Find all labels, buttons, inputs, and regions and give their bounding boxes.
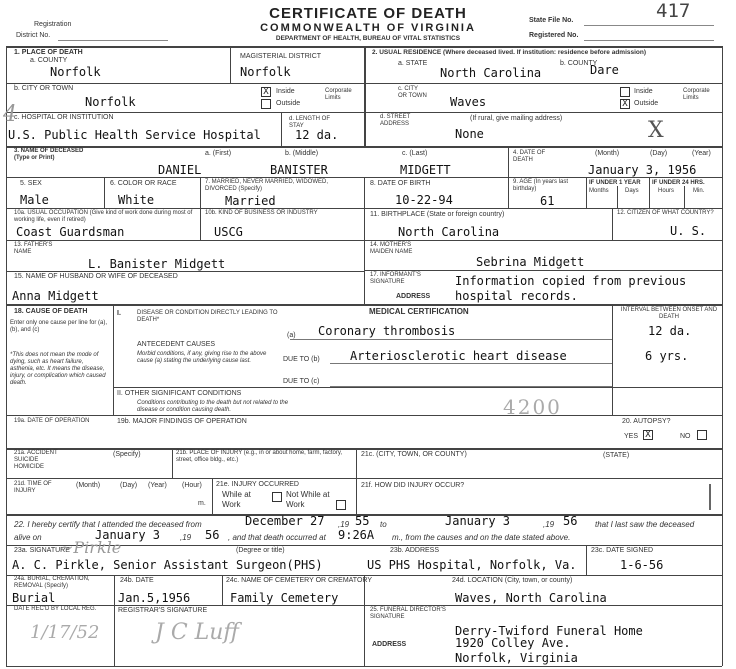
attended-from-value: December 27 xyxy=(245,514,325,528)
mother-label: 14. MOTHER'S MAIDEN NAME xyxy=(370,242,413,255)
autopsy-no-label: NO xyxy=(680,433,691,440)
morbid-note: Morbid conditions, if any, giving rise to the above cause (a) stating the underlying cause last. xyxy=(137,351,267,364)
last-seen-year-value: 56 xyxy=(205,528,220,542)
death-time-value: 9:26A xyxy=(338,528,375,542)
date-of-death-value: January 3, 1956 xyxy=(588,163,697,177)
last-seen-value: January 3 xyxy=(95,528,161,542)
mother-value: Sebrina Midgett xyxy=(476,255,585,269)
days-label: Days xyxy=(625,188,639,194)
funeral-city-value: Norfolk, Virginia xyxy=(455,651,578,665)
injury-state-label: (STATE) xyxy=(603,452,630,459)
operation-date-label: 19a. DATE OF OPERATION xyxy=(14,418,90,424)
date-of-death-label: 4. DATE OF DEATH xyxy=(513,150,546,163)
length-of-stay-value: 12 da. xyxy=(295,128,339,142)
medical-cert-label: MEDICAL CERTIFICATION xyxy=(369,307,469,316)
autopsy-yes-label: YES xyxy=(624,433,639,440)
residence-city-value: Waves xyxy=(450,95,487,109)
last-label: c. (Last) xyxy=(402,150,428,157)
street-value: None xyxy=(455,127,484,141)
business-value: USCG xyxy=(214,225,243,239)
magisterial-value: Norfolk xyxy=(240,65,291,79)
major-findings-label: 19b. MAJOR FINDINGS OF OPERATION xyxy=(117,418,247,425)
residence-county-value: Dare xyxy=(590,63,619,77)
location-value: Waves, North Carolina xyxy=(455,591,607,605)
interval-b-value: 6 yrs. xyxy=(645,349,689,363)
registration-label: Registration xyxy=(34,21,72,28)
informant-line-2: hospital records. xyxy=(455,289,578,303)
injury-month-label: (Month) xyxy=(76,482,101,489)
not-while-at-work-label: Not While at Work xyxy=(286,490,330,509)
handwritten-code: 4200 xyxy=(503,395,562,419)
father-value: L. Banister Midgett xyxy=(88,257,226,271)
burial-date-value: Jan.5,1956 xyxy=(118,591,191,605)
marital-value: Married xyxy=(225,194,276,208)
residence-inside-label: Inside xyxy=(634,88,653,95)
hospital-value: U.S. Public Health Service Hospital xyxy=(8,128,261,142)
time-of-injury-label: 21d. TIME OF INJURY xyxy=(14,481,52,494)
corporate-limits-label: Corporate Limits xyxy=(325,88,352,101)
cause-b-value: Arteriosclerotic heart disease xyxy=(350,349,567,363)
cert-text-1: 22. I hereby certify that I attended the deceased from xyxy=(14,520,202,529)
birthplace-label: 11. BIRTHPLACE (State or foreign country) xyxy=(370,211,505,218)
cert-text-3: that I last saw the deceased xyxy=(595,520,695,529)
registrar-signature-label: REGISTRAR'S SIGNATURE xyxy=(118,607,208,614)
cause-label: 18. CAUSE OF DEATH xyxy=(14,308,88,315)
street-address-label: d. STREET ADDRESS xyxy=(380,114,411,127)
marital-label: 7. MARRIED, NEVER MARRIED, WIDOWED, DIVORCED (Specify) xyxy=(205,179,329,192)
usual-residence-label: 2. USUAL RESIDENCE (Where deceased lived. If institution: residence before admission) xyxy=(372,49,647,56)
months-label: Months xyxy=(589,188,609,194)
funeral-street-value: 1920 Colley Ave. xyxy=(455,636,571,650)
autopsy-label: 20. AUTOPSY? xyxy=(622,418,671,425)
accident-label: 21a. ACCIDENT SUICIDE HOMICIDE xyxy=(14,450,58,470)
accident-specify-label: (Specify) xyxy=(113,451,141,458)
funeral-director-label: 25. FUNERAL DIRECTOR'S SIGNATURE xyxy=(370,607,446,620)
business-label: 10b. KIND OF BUSINESS OR INDUSTRY xyxy=(205,210,318,216)
inside-checkbox[interactable]: X xyxy=(261,87,271,97)
cemetery-value: Family Cemetery xyxy=(230,591,339,605)
residence-inside-checkbox[interactable] xyxy=(620,87,630,97)
dob-value: 10-22-94 xyxy=(395,193,453,207)
spouse-value: Anna Midgett xyxy=(12,289,99,303)
due-to-c-label: DUE TO (c) xyxy=(283,378,320,385)
autopsy-no-checkbox[interactable] xyxy=(697,430,707,440)
city-town-value: Norfolk xyxy=(85,95,136,109)
spouse-label: 15. NAME OF HUSBAND OR WIFE OF DECEASED xyxy=(14,273,178,280)
injury-day-label: (Day) xyxy=(120,482,138,489)
first-name-value: DANIEL xyxy=(158,163,202,177)
injury-city-label: 21c. (CITY, TOWN, OR COUNTY) xyxy=(361,451,467,458)
state-label: a. STATE xyxy=(398,60,428,67)
magisterial-label: MAGISTERIAL DISTRICT xyxy=(240,53,322,60)
outside-checkbox[interactable] xyxy=(261,99,271,109)
sex-value: Male xyxy=(20,193,49,207)
date-recd-value: 1/17/52 xyxy=(30,622,100,643)
certificate-title: CERTIFICATE OF DEATH xyxy=(269,5,467,22)
injury-hour-label: (Hour) xyxy=(182,482,202,489)
outside-label: Outside xyxy=(276,100,301,107)
degree-title-label: (Degree or title) xyxy=(236,547,285,554)
residence-outside-checkbox[interactable]: X xyxy=(620,99,630,109)
funeral-home-value: Derry-Twiford Funeral Home xyxy=(455,624,643,638)
name-deceased-label: 3. NAME OF DECEASED (Type or Print) xyxy=(14,148,84,161)
department-heading: DEPARTMENT OF HEALTH, BUREAU OF VITAL STATISTICS xyxy=(275,35,461,42)
residence-corporate-label: Corporate Limits xyxy=(683,88,710,101)
signature-value: A. C. Pirkle, Senior Assistant Surgeon(PHS) xyxy=(12,558,323,572)
disease-directly-label: DISEASE OR CONDITION DIRECTLY LEADING TO DEATH* xyxy=(137,310,278,323)
from-year-value: 55 xyxy=(355,514,370,528)
under-24-hrs-label: IF UNDER 24 HRS. xyxy=(652,180,705,186)
burial-label: 24a. BURIAL, CREMATION, REMOVAL (Specify) xyxy=(14,576,90,589)
autopsy-yes-checkbox[interactable]: X xyxy=(643,430,653,440)
residence-city-label: c. CITY OR TOWN xyxy=(398,86,427,99)
to-year-value: 56 xyxy=(563,514,578,528)
citizen-label: 12. CITIZEN OF WHAT COUNTRY? xyxy=(617,210,714,216)
part-ii-label: II. OTHER SIGNIFICANT CONDITIONS xyxy=(117,390,242,397)
cert-text-to: to xyxy=(380,520,387,529)
father-label: 13. FATHER'S NAME xyxy=(14,242,53,255)
address-23b-label: 23b. ADDRESS xyxy=(390,547,440,554)
cert-text-death: , and that death occurred at xyxy=(228,533,326,542)
how-injury-label: 21f. HOW DID INJURY OCCUR? xyxy=(361,482,465,489)
place-of-injury-label: 21b. PLACE OF INJURY (e.g., in or about home, farm, factory, street, office bldg., etc.) xyxy=(176,450,343,463)
inside-label: Inside xyxy=(276,88,295,95)
due-to-b-label: DUE TO (b) xyxy=(283,356,320,363)
race-value: White xyxy=(118,193,155,207)
death-year-label: (Year) xyxy=(692,150,711,157)
city-town-label: b. CITY OR TOWN xyxy=(14,85,74,92)
cert-text-alive: alive on xyxy=(14,533,42,542)
part-i-label: I. xyxy=(117,310,121,317)
not-while-at-work-checkbox[interactable] xyxy=(336,500,346,510)
death-certificate: Registration District No. CERTIFICATE OF DEATH COMMONWEALTH OF VIRGINIA DEPARTMENT OF HEALTH, BUREAU OF VITAL STATISTICS State File No. 417 Registered No. 1. PLACE OF DEATH a. COUNTY Norfolk MAGISTERIAL DISTRICT Norfolk b. CITY OR TOWN Norfolk X Inside Outside Corporate Limits c. HOSPITAL OR INSTITUTION U.S. Public Health Service Hospital d. LENGTH OF STAY 12 da. 4 2. USUAL RESIDENCE (Where deceased lived. If institution: residence before admission) a. STATE North Carolina b. COUNTY Dare c. CITY OR TOWN Waves Inside X Outside Corporate Limits d. STREET ADDRESS (If rural, give mailing address) None X 3. NAME OF DECEASED (Type or Print) a. (First) b. (Middle) c. (Last) DANIEL BANISTER MIDGETT 4. DATE OF DEATH (Month) (Day) (Year) January 3, 1956 5. SEX Male 6. COLOR OR RACE White 7. MARRIED, NEVER MARRIED, WIDOWED, DIVORCED (Specify) Married 8. DATE OF BIRTH 10-22-94 9. AGE (In years last birthday) 61 IF UNDER 1 YEAR Months Days IF UNDER 24 HRS. Hours Min. 10a. USUAL OCCUPATION (Give kind of work done during most of working life, even if retired) Coast Guardsman 10b. KIND OF BUSINESS OR INDUSTRY USCG 11. BIRTHPLACE (State or foreign country) North Carolina 12. CITIZEN OF WHAT COUNTRY? U. S. 13. FATHER'S NAME L. Banister Midgett 14. MOTHER'S MAIDEN NAME Sebrina Midgett 15. NAME OF HUSBAND OR WIFE OF DECEASED Anna Midgett 17. INFORMANT'S SIGNATURE Information copied from previous ADDRESS hospital records. 18. CAUSE OF DEATH Enter only one cause per line for (a), (b), and (c) *This does not mean the mode of dying, such as heart failure, asthenia, etc. It means the disease, injury, or complication which caused death. I. DISEASE OR CONDITION DIRECTLY LEADING TO DEATH* MEDICAL CERTIFICATION INTERVAL BETWEEN ONSET AND DEATH (a) Coronary thrombosis 12 da. ANTECEDENT CAUSES Morbid conditions, if any, giving rise to the above cause (a) stating the underlying cause last. DUE TO (b) Arteriosclerotic heart disease 6 yrs. DUE TO (c) II. OTHER SIGNIFICANT CONDITIONS Conditions contributing to the death but not related to the disease or condition causing death. 4200 19a. DATE OF OPERATION 19b. MAJOR FINDINGS OF OPERATION 20. AUTOPSY? YES X NO 21a. ACCIDENT SUICIDE HOMICIDE (Specify) 21b. PLACE OF INJURY (e.g., in or about home, farm, factory, street, office bldg., etc.) 21c. (CITY, TOWN, OR COUNTY) (STATE) 21d. TIME OF INJURY (Month) (Day) (Year) (Hour) m. 21e. INJURY OCCURRED While at Work Not While at Work 21f. HOW DID INJURY OCCUR? 22. I hereby certify that I attended the deceased from December 27 ,19 55 to January 3 ,19 56 that I last saw the deceased alive on January 3 ,19 56 , and that death occurred at 9:26A m., from the causes and on the date stated above. 23a. SIGNATURE ~Pirkle (Degree or title) 23b. ADDRESS 23c. DATE SIGNED A. C. Pirkle, Senior Assistant Surgeon(PHS) US PHS Hospital, Norfolk, Va. 1-6-56 24a. BURIAL, CREMATION, REMOVAL (Specify) Burial 24b. DATE Jan.5,1956 24c. NAME OF CEMETERY OR CREMATORY Family Cemetery 24d. LOCATION (City, town, or county) Waves, North Carolina DATE REC'D BY LOCAL REG. 1/17/52 REGISTRAR'S SIGNATURE J C Luff 25. FUNERAL DIRECTOR'S SIGNATURE Derry-Twiford Funeral Home ADDRESS 1920 Colley Ave. Norfolk, Virginia xyxy=(0,0,736,669)
length-of-stay-label: d. LENGTH OF STAY xyxy=(289,116,331,129)
burial-date-label: 24b. DATE xyxy=(120,577,154,584)
place-of-death-label: 1. PLACE OF DEATH xyxy=(14,49,83,56)
middle-label: b. (Middle) xyxy=(285,150,319,157)
date-recd-label: DATE REC'D BY LOCAL REG. xyxy=(14,606,97,612)
date-signed-label: 23c. DATE SIGNED xyxy=(591,547,654,554)
while-at-work-checkbox[interactable] xyxy=(272,492,282,502)
other-conditions-note: Conditions contributing to the death but not related to the disease or condition causing death. xyxy=(137,400,289,413)
date-signed-value: 1-6-56 xyxy=(620,558,664,572)
under-1-year-label: IF UNDER 1 YEAR xyxy=(589,180,641,186)
commonwealth-heading: COMMONWEALTH OF VIRGINIA xyxy=(260,22,476,34)
dob-label: 8. DATE OF BIRTH xyxy=(370,180,431,187)
residence-state-value: North Carolina xyxy=(440,66,542,80)
antecedent-label: ANTECEDENT CAUSES xyxy=(137,341,216,348)
residence-county-label: b. COUNTY xyxy=(560,60,598,67)
death-day-label: (Day) xyxy=(650,150,668,157)
while-at-work-label: While at Work xyxy=(222,490,251,509)
death-month-label: (Month) xyxy=(595,150,620,157)
first-label: a. (First) xyxy=(205,150,232,157)
district-label: District No. xyxy=(16,32,51,39)
sig-address-value: US PHS Hospital, Norfolk, Va. xyxy=(367,558,577,572)
hospital-label: c. HOSPITAL OR INSTITUTION xyxy=(14,114,114,121)
rural-note: (If rural, give mailing address) xyxy=(470,115,563,122)
occupation-label: 10a. USUAL OCCUPATION (Give kind of work done during most of working life, even if retired) xyxy=(14,210,193,223)
sex-label: 5. SEX xyxy=(20,180,42,187)
last-name-value: MIDGETT xyxy=(400,163,451,177)
location-label: 24d. LOCATION (City, town, or county) xyxy=(452,577,573,584)
funeral-address-label: ADDRESS xyxy=(372,641,407,648)
cemetery-label: 24c. NAME OF CEMETERY OR CREMATORY xyxy=(226,577,372,584)
state-file-number: 417 xyxy=(656,0,691,22)
county-label: a. COUNTY xyxy=(30,57,68,64)
signature-label: 23a. SIGNATURE xyxy=(14,547,70,554)
race-label: 6. COLOR OR RACE xyxy=(110,180,177,187)
informant-label: 17. INFORMANT'S SIGNATURE xyxy=(370,272,421,285)
age-value: 61 xyxy=(540,194,555,208)
mode-note: *This does not mean the mode of dying, such as heart failure, asthenia, etc. It means the disease, injury, or complication which caused death. xyxy=(10,352,106,386)
burial-value: Burial xyxy=(12,591,56,605)
middle-name-value: BANISTER xyxy=(270,163,328,177)
registered-label: Registered No. xyxy=(529,32,579,39)
informant-address-label: ADDRESS xyxy=(396,293,431,300)
cause-a-value: Coronary thrombosis xyxy=(318,324,456,338)
cause-note: Enter only one cause per line for (a), (b), and (c) xyxy=(10,320,108,333)
minutes-label: Min. xyxy=(693,188,705,194)
interval-label: INTERVAL BETWEEN ONSET AND DEATH xyxy=(620,307,718,320)
injury-year-label: (Year) xyxy=(148,482,167,489)
birthplace-value: North Carolina xyxy=(398,225,500,239)
residence-outside-label: Outside xyxy=(634,100,659,107)
citizen-value: U. S. xyxy=(670,224,707,238)
occupation-value: Coast Guardsman xyxy=(16,225,125,239)
interval-a-value: 12 da. xyxy=(648,324,692,338)
informant-line-1: Information copied from previous xyxy=(455,274,687,288)
state-file-label: State File No. xyxy=(529,17,574,24)
attended-to-value: January 3 xyxy=(445,514,511,528)
hours-label: Hours xyxy=(658,188,675,194)
age-label: 9. AGE (In years last birthday) xyxy=(513,179,569,192)
injury-occurred-label: 21e. INJURY OCCURRED xyxy=(216,481,299,488)
county-value: Norfolk xyxy=(50,65,101,79)
cert-text-end: m., from the causes and on the date stated above. xyxy=(392,533,571,542)
